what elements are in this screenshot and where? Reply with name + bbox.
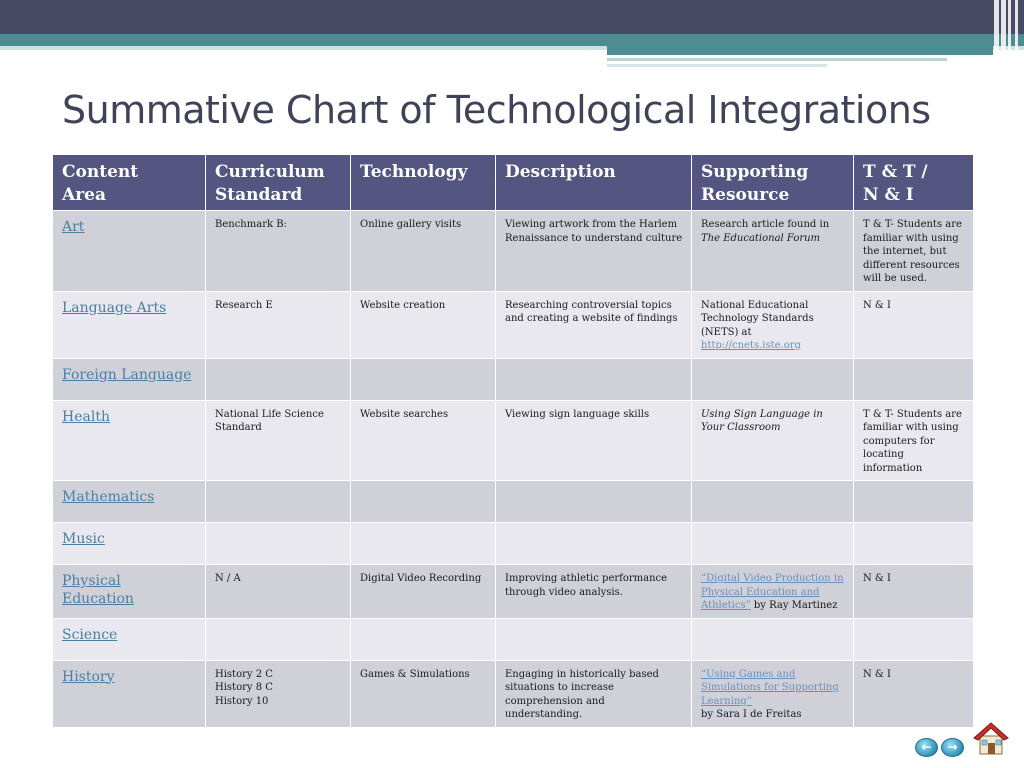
integration-table — [52, 154, 974, 728]
standard-cell: N / A — [206, 565, 351, 619]
accent-tab-light — [607, 58, 947, 61]
standard-cell: National Life Science Standard — [206, 400, 351, 481]
resource-cell — [692, 618, 854, 660]
content-area-link[interactable]: Music — [62, 531, 105, 547]
header-content-area: Content Area — [53, 155, 206, 211]
arrow-left-icon: ← — [921, 740, 932, 754]
technology-cell — [351, 481, 496, 523]
resource-cell: “Digital Video Production in Physical Education and Athletics” by Ray Martinez — [692, 565, 854, 619]
resource-cell: “Using Games and Simulations for Supporting Learning” by Sara I de Freitas — [692, 660, 854, 727]
arrow-right-icon: → — [947, 740, 958, 754]
description-cell: Researching controversial topics and creating a website of findings — [496, 291, 692, 358]
content-area-link[interactable]: Mathematics — [62, 489, 155, 505]
header-description: Description — [496, 155, 692, 211]
description-cell: Improving athletic performance through video analysis. — [496, 565, 692, 619]
table-header-row — [53, 155, 974, 211]
technology-cell: Website searches — [351, 400, 496, 481]
content-area-link[interactable]: Physical Education — [62, 573, 134, 607]
resource-cell — [692, 481, 854, 523]
resource-cell: National Educational Technology Standards (NETS) at http://cnets.iste.org — [692, 291, 854, 358]
tt-cell: T & T- Students are familiar with using the internet, but different resources will be used. — [854, 211, 974, 292]
content-area-cell — [53, 523, 206, 565]
standard-cell — [206, 358, 351, 400]
technology-cell: Online gallery visits — [351, 211, 496, 292]
content-area-link[interactable]: Health — [62, 408, 110, 425]
technology-cell: Digital Video Recording — [351, 565, 496, 619]
tt-cell — [854, 481, 974, 523]
tt-cell: N & I — [854, 565, 974, 619]
resource-link[interactable]: http://cnets.iste.org — [701, 340, 801, 351]
content-area-cell — [53, 565, 206, 619]
content-area-link[interactable]: Art — [62, 219, 85, 235]
table-row — [53, 618, 974, 660]
content-area-link[interactable]: History — [62, 668, 115, 685]
description-cell: Viewing sign language skills — [496, 400, 692, 481]
technology-cell — [351, 618, 496, 660]
content-area-cell — [53, 660, 206, 727]
table-row — [53, 481, 974, 523]
accent-vbar — [1015, 0, 1018, 66]
top-dark-band — [0, 0, 1024, 34]
technology-cell: Website creation — [351, 291, 496, 358]
table-row — [53, 523, 974, 565]
slide-title: Summative Chart of Technological Integrations — [62, 88, 931, 132]
standard-cell: Research E — [206, 291, 351, 358]
standard-cell — [206, 523, 351, 565]
technology-cell: Games & Simulations — [351, 660, 496, 727]
accent-tab-teal — [607, 46, 993, 55]
tt-cell: N & I — [854, 291, 974, 358]
resource-cell — [692, 358, 854, 400]
resource-cell: Using Sign Language in Your Classroom — [692, 400, 854, 481]
table-row — [53, 358, 974, 400]
resource-cell: Research article found in The Educational Forum — [692, 211, 854, 292]
content-area-cell — [53, 358, 206, 400]
content-area-cell — [53, 481, 206, 523]
header-supporting-resource: Supporting Resource — [692, 155, 854, 211]
resource-cell — [692, 523, 854, 565]
accent-tab-light-2 — [607, 64, 827, 67]
standard-cell: Benchmark B: — [206, 211, 351, 292]
content-area-cell — [53, 400, 206, 481]
accent-vbar — [1001, 0, 1006, 66]
description-cell — [496, 523, 692, 565]
tt-cell — [854, 523, 974, 565]
accent-vbar — [1008, 0, 1011, 66]
header-tt-ni: T & T / N & I — [854, 155, 974, 211]
next-slide-button[interactable] — [941, 738, 964, 757]
tt-cell — [854, 618, 974, 660]
description-cell — [496, 618, 692, 660]
content-area-cell — [53, 211, 206, 292]
resource-link[interactable]: “Digital Video Production in Physical Education and Athletics” — [701, 573, 844, 611]
description-cell: Engaging in historically based situations to increase comprehension and understanding. — [496, 660, 692, 727]
standard-cell: History 2 C History 8 C History 10 — [206, 660, 351, 727]
tt-cell: N & I — [854, 660, 974, 727]
content-area-link[interactable]: Science — [62, 626, 118, 643]
top-teal-band — [0, 34, 1024, 46]
content-area-link[interactable]: Language Arts — [62, 299, 167, 316]
accent-vbar — [994, 0, 999, 66]
description-cell — [496, 481, 692, 523]
header-technology: Technology — [351, 155, 496, 211]
technology-cell — [351, 523, 496, 565]
tt-cell: T & T- Students are familiar with using computers for locating information — [854, 400, 974, 481]
home-button[interactable] — [971, 720, 1011, 756]
content-area-cell — [53, 291, 206, 358]
table-row — [53, 211, 974, 292]
header-curriculum-standard: Curriculum Standard — [206, 155, 351, 211]
prev-slide-button[interactable] — [915, 738, 938, 757]
table-row — [53, 291, 974, 358]
content-area-link[interactable]: Foreign Language — [62, 366, 192, 383]
content-area-cell — [53, 618, 206, 660]
technology-cell — [351, 358, 496, 400]
standard-cell — [206, 618, 351, 660]
table-row — [53, 400, 974, 481]
standard-cell — [206, 481, 351, 523]
description-cell — [496, 358, 692, 400]
description-cell: Viewing artwork from the Harlem Renaissance to understand culture — [496, 211, 692, 292]
table-row — [53, 565, 974, 619]
home-icon — [974, 723, 1008, 754]
table-row — [53, 660, 974, 727]
tt-cell — [854, 358, 974, 400]
resource-link[interactable]: “Using Games and Simulations for Supporting Learning” — [701, 668, 839, 707]
